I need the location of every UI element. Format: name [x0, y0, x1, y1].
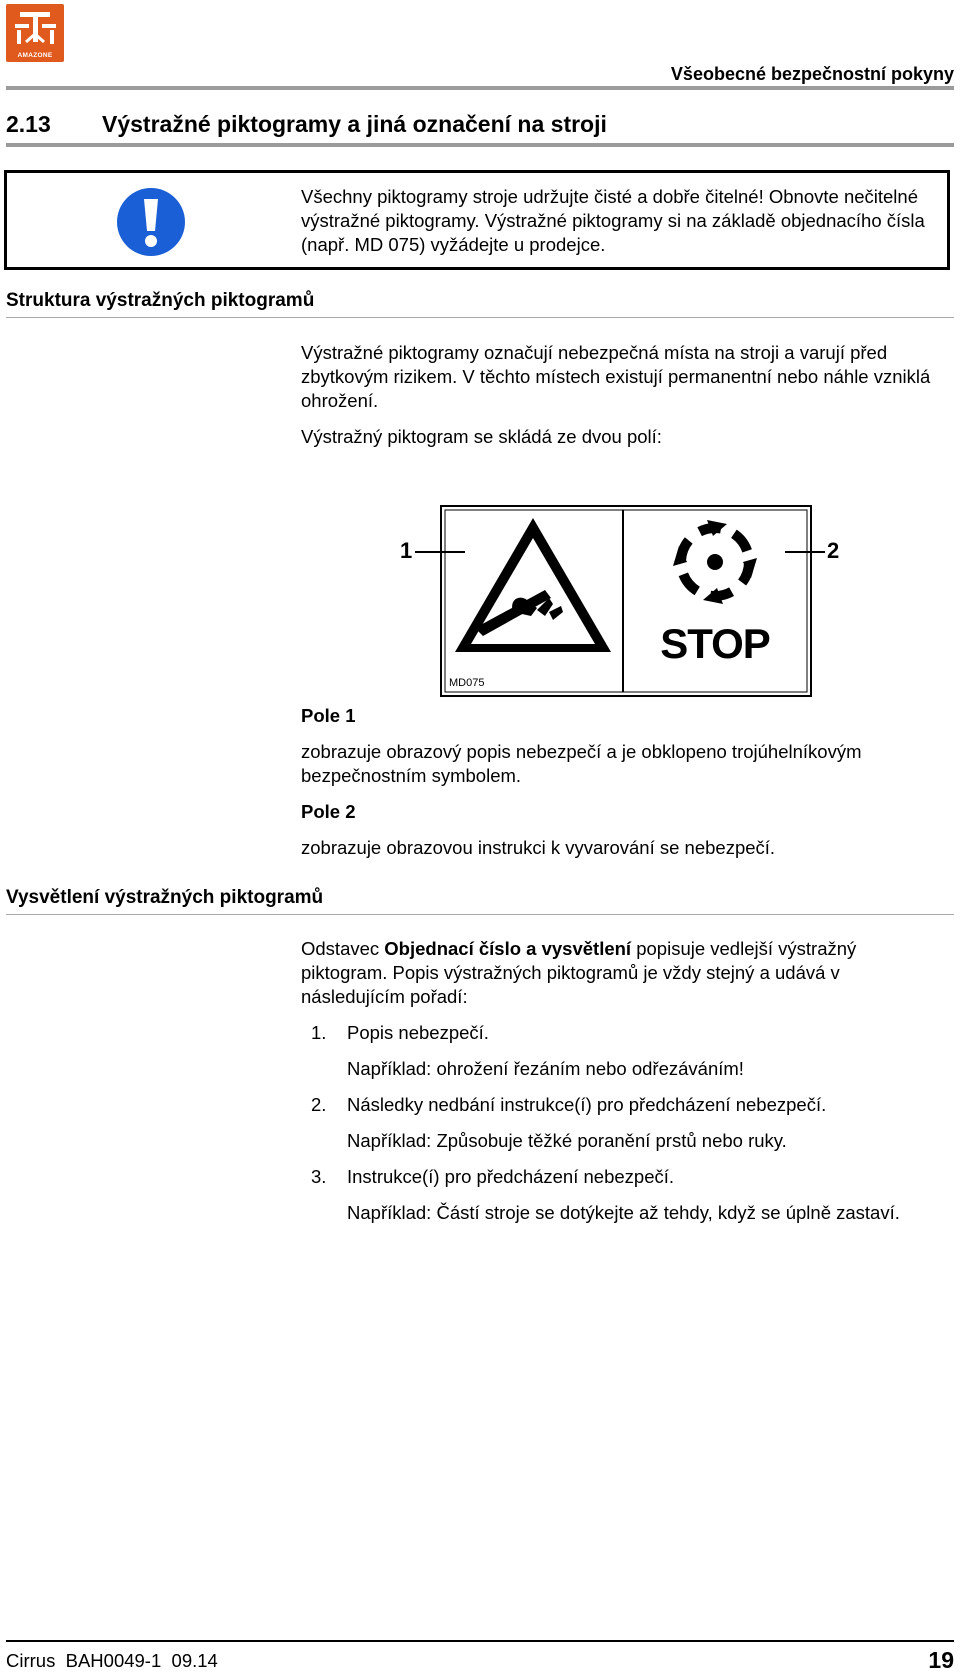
list-item	[301, 1021, 941, 1045]
warning-pictogram-figure	[400, 500, 845, 700]
explanation-rule	[6, 914, 954, 915]
order-code: MD075	[449, 677, 485, 689]
list-text: Následky nedbání instrukce(í) pro předcházení nebezpečí.	[347, 1094, 827, 1115]
section-title	[6, 111, 607, 138]
list-text: Popis nebezpečí.	[347, 1022, 489, 1043]
explanation-heading: Vysvětlení výstražných piktogramů	[6, 887, 324, 908]
stop-text: STOP	[660, 620, 770, 667]
page-number: 19	[928, 1647, 954, 1673]
structure-text-block	[301, 341, 941, 461]
list-number: 2.	[311, 1094, 327, 1115]
intro-pre: Odstavec	[301, 938, 385, 959]
field-2-label: Pole 2	[301, 801, 356, 822]
section-title-text: Výstražné piktogramy a jiná označení na stroji	[102, 111, 607, 137]
list-example: Například: Způsobuje těžké poranění prstů nebo ruky.	[347, 1130, 787, 1151]
structure-paragraph-2: Výstražný piktogram se skládá ze dvou polí:	[301, 426, 662, 447]
structure-paragraph-1: Výstražné piktogramy označují nebezpečná místa na stroji a varují před zbytkovým rizikem. V těchto místech existují permanentní nebo náhle vzniklá ohrožení.	[301, 342, 931, 411]
list-example: Například: Částí stroje se dotýkejte až tehdy, když se úplně zastaví.	[347, 1202, 900, 1223]
note-text: Všechny piktogramy stroje udržujte čisté a dobře čitelné! Obnovte nečitelné výstražné piktogramy. Výstražné piktogramy si na základě objednacího čísla (např. MD 075) vyžádejte u prodejce.	[301, 186, 925, 255]
footer-rule	[6, 1640, 954, 1642]
exclamation-icon	[116, 187, 186, 257]
section-number: 2.13	[6, 111, 51, 137]
callout-2: 2	[827, 538, 840, 563]
field-1-label: Pole 1	[301, 705, 356, 726]
logo-text: AMAZONE	[17, 52, 53, 59]
list-number: 3.	[311, 1166, 327, 1187]
list-example: Například: ohrožení řezáním nebo odřezáváním!	[347, 1058, 744, 1079]
field-1-text: zobrazuje obrazový popis nebezpečí a je obklopeno trojúhelníkovým bezpečnostním symbolem.	[301, 741, 862, 786]
explanation-text-block	[301, 937, 941, 1237]
callout-1: 1	[400, 538, 413, 563]
list-text: Instrukce(í) pro předcházení nebezpečí.	[347, 1166, 675, 1187]
header-rule	[6, 86, 954, 90]
explanation-intro	[301, 937, 941, 1009]
footer-doc-id: Cirrus BAH0049-1 09.14	[6, 1650, 218, 1671]
intro-post: popisuje vedlejší výstražný piktogram. Popis výstražných piktogramů je vždy stejný a udává v následujícím pořadí:	[301, 938, 857, 1007]
title-rule	[6, 143, 954, 147]
list-item	[301, 1165, 941, 1189]
list-item	[301, 1093, 941, 1117]
structure-heading: Struktura výstražných piktogramů	[6, 290, 315, 311]
running-title: Všeobecné bezpečnostní pokyny	[670, 64, 954, 84]
list-number: 1.	[311, 1022, 327, 1043]
amazone-logo	[6, 4, 64, 62]
fields-description	[301, 704, 941, 872]
intro-bold: Objednací číslo a vysvětlení	[384, 938, 632, 959]
field-2-text: zobrazuje obrazovou instrukci k vyvarování se nebezpečí.	[301, 837, 776, 858]
structure-rule	[6, 317, 954, 318]
